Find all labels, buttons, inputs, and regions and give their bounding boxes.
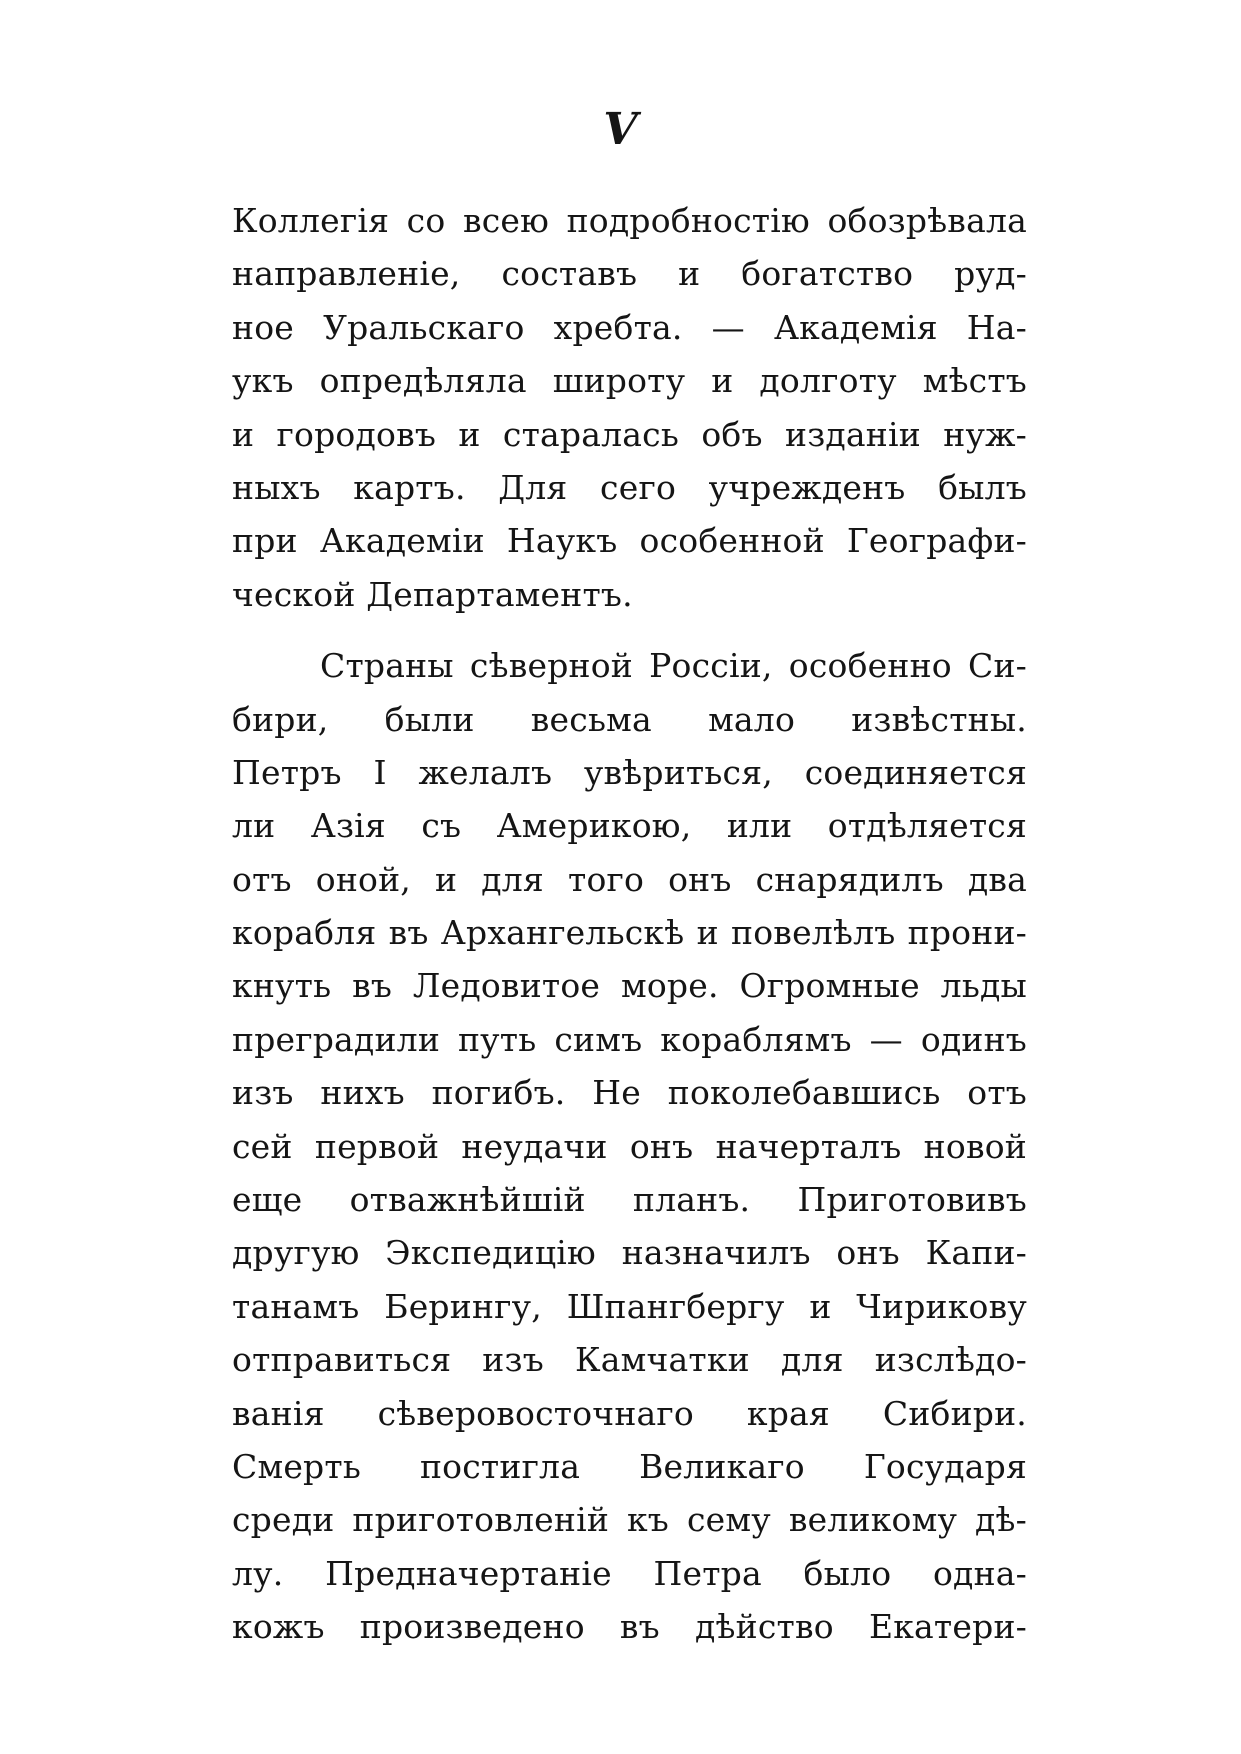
text-line: ное Уральскаго хребта. — Академія На- — [232, 307, 1027, 347]
text-line: изъ нихъ погибъ. Не поколебавшись отъ — [232, 1073, 1027, 1113]
paragraph-2 — [232, 639, 1027, 1653]
text-line: танамъ Берингу, Шпангбергу и Чирикову — [232, 1286, 1027, 1326]
text-line: кнуть въ Ледовитое море. Огромные льды — [232, 966, 1027, 1006]
text-line: Коллегія со всею подробностію обозрѣвала — [232, 201, 1027, 240]
text-line: отправиться изъ Камчатки для изслѣдо- — [232, 1340, 1027, 1380]
text-line: кожъ произведено въ дѣйство Екатери- — [232, 1607, 1027, 1647]
text-line: Страны сѣверной Россіи, особенно Си- — [320, 646, 1027, 686]
text-line: ныхъ картъ. Для сего учрежденъ былъ — [232, 467, 1027, 507]
page-number: V — [603, 104, 638, 155]
text-line: и городовъ и старалась объ изданіи нуж- — [232, 414, 1027, 454]
text-line: при Академіи Наукъ особенной Географи- — [232, 521, 1027, 561]
text-line: корабля въ Архангельскѣ и повелѣлъ прони- — [232, 913, 1027, 953]
paragraph-1 — [232, 194, 1027, 621]
text-line: другую Экспедицію назначилъ онъ Капи- — [232, 1233, 1027, 1273]
text-line: ческой Департаментъ. — [232, 574, 633, 614]
text-line: лу. Предначертаніе Петра было одна- — [232, 1553, 1027, 1593]
text-line: Смерть постигла Великаго Государя — [232, 1446, 1027, 1486]
text-line: сей первой неудачи онъ начерталъ новой — [232, 1126, 1027, 1166]
text-line: отъ оной, и для того онъ снарядилъ два — [232, 859, 1027, 899]
body-text — [232, 194, 1027, 1654]
paragraph-gap — [232, 621, 1027, 639]
text-line: Петръ I желалъ увѣриться, соединяется — [232, 752, 1027, 792]
text-line: направленіе, составъ и богатство руд- — [232, 254, 1027, 294]
text-line: преградили путь симъ кораблямъ — одинъ — [232, 1019, 1027, 1059]
text-line: ванія сѣверовосточнаго края Сибири. — [232, 1393, 1027, 1433]
text-line: еще отважнѣйшій планъ. Приготовивъ — [232, 1180, 1027, 1220]
text-line: среди приготовленій къ сему великому дѣ- — [232, 1500, 1027, 1540]
text-line: укъ опредѣляла широту и долготу мѣстъ — [232, 361, 1027, 401]
text-line: бири, были весьма мало извѣстны. — [232, 699, 1027, 739]
text-line: ли Азія съ Америкою, или отдѣляется — [232, 806, 1027, 846]
